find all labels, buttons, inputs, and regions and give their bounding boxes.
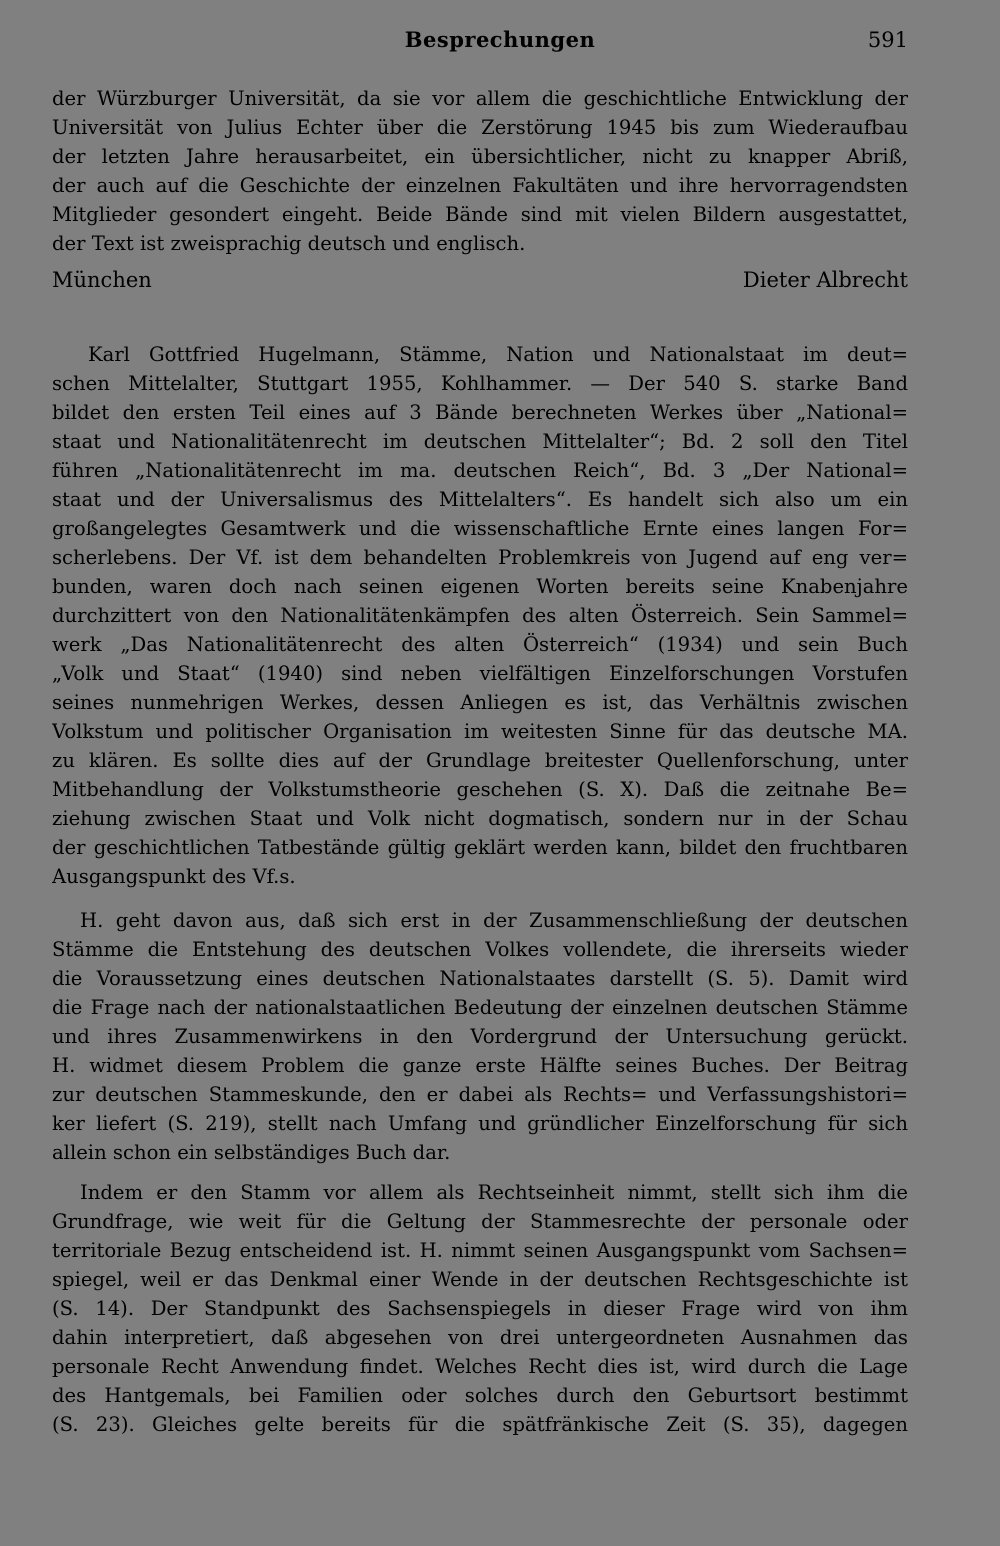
text-line: die Frage nach der nationalstaatlichen Bedeutung der einzelnen deutschen Stämme xyxy=(52,996,908,1019)
text-line: dahin interpretiert, daß abgesehen von drei untergeordneten Ausnahmen das xyxy=(52,1326,908,1349)
text-line: ker liefert (S. 219), stellt nach Umfang und gründlicher Einzelforschung für sich xyxy=(52,1112,908,1135)
text-line: Karl Gottfried Hugelmann, Stämme, Nation und Nationalstaat im deut= xyxy=(88,343,908,366)
text-line: staat und der Universalismus des Mittelalters“. Es handelt sich also um ein xyxy=(52,488,908,511)
text-line: H. widmet diesem Problem die ganze erste Hälfte seines Buches. Der Beitrag xyxy=(52,1054,908,1077)
text-line: (S. 23). Gleiches gelte bereits für die spätfränkische Zeit (S. 35), dagegen xyxy=(52,1413,908,1436)
text-line: werk „Das Nationalitätenrecht des alten Österreich“ (1934) und sein Buch xyxy=(52,633,908,656)
text-line: Mitbehandlung der Volkstumstheorie geschehen (S. X). Daß die zeitnahe Be= xyxy=(52,778,908,801)
text-line: spiegel, weil er das Denkmal einer Wende in der deutschen Rechtsgeschichte ist xyxy=(52,1268,908,1291)
signature-place: München xyxy=(52,268,152,292)
review-paragraph xyxy=(52,340,908,891)
text-line: der Text ist zweisprachig deutsch und englisch. xyxy=(52,232,526,255)
text-line: Mitglieder gesondert eingeht. Beide Bände sind mit vielen Bildern ausgestattet, xyxy=(52,203,908,226)
text-line: „Volk und Staat“ (1940) sind neben vielfältigen Einzelforschungen Vorstufen xyxy=(52,662,908,685)
text-line: Volkstum und politischer Organisation im weitesten Sinne für das deutsche MA. xyxy=(52,720,908,743)
text-line: bildet den ersten Teil eines auf 3 Bände berechneten Werkes über „National= xyxy=(52,401,908,424)
text-line: Ausgangspunkt des Vf.s. xyxy=(52,865,296,888)
review-paragraph xyxy=(52,1178,908,1439)
running-title: Besprechungen xyxy=(404,27,596,52)
text-line: Universität von Julius Echter über die Zerstörung 1945 bis zum Wiederaufbau xyxy=(52,116,908,139)
text-line: schen Mittelalter, Stuttgart 1955, Kohlhammer. — Der 540 S. starke Band xyxy=(52,372,908,395)
text-line: H. geht davon aus, daß sich erst in der Zusammenschließung der deutschen xyxy=(80,909,908,932)
text-line: zur deutschen Stammeskunde, den er dabei als Rechts= und Verfassungshistori= xyxy=(52,1083,908,1106)
text-line: die Voraussetzung eines deutschen Nationalstaates darstellt (S. 5). Damit wird xyxy=(52,967,908,990)
text-line: allein schon ein selbständiges Buch dar. xyxy=(52,1141,451,1164)
text-line: des Hantgemals, bei Familien oder solches durch den Geburtsort bestimmt xyxy=(52,1384,908,1407)
review-signature xyxy=(52,264,908,296)
text-line: scherlebens. Der Vf. ist dem behandelten Problemkreis von Jugend auf eng ver= xyxy=(52,546,908,569)
running-head xyxy=(0,22,1000,58)
text-line: und ihres Zusammenwirkens in den Vordergrund der Untersuchung gerückt. xyxy=(52,1025,908,1048)
text-line: territoriale Bezug entscheidend ist. H. nimmt seinen Ausgangspunkt vom Sachsen= xyxy=(52,1239,908,1262)
text-line: Indem er den Stamm vor allem als Rechtseinheit nimmt, stellt sich ihm die xyxy=(80,1181,908,1204)
text-line: der Würzburger Universität, da sie vor allem die geschichtliche Entwicklung der xyxy=(52,87,908,110)
review-paragraph xyxy=(52,906,908,1167)
text-line: zu klären. Es sollte dies auf der Grundlage breitester Quellenforschung, unter xyxy=(52,749,908,772)
text-line: ziehung zwischen Staat und Volk nicht dogmatisch, sondern nur in der Schau xyxy=(52,807,908,830)
text-line: der letzten Jahre herausarbeitet, ein übersichtlicher, nicht zu knapper Abriß, xyxy=(52,145,908,168)
text-line: personale Recht Anwendung findet. Welches Recht dies ist, wird durch die Lage xyxy=(52,1355,908,1378)
text-line: Grundfrage, wie weit für die Geltung der Stammesrechte der personale oder xyxy=(52,1210,908,1233)
signature-author: Dieter Albrecht xyxy=(742,268,908,292)
text-line: führen „Nationalitätenrecht im ma. deutschen Reich“, Bd. 3 „Der National= xyxy=(52,459,908,482)
page-number: 591 xyxy=(867,28,908,52)
text-line: durchzittert von den Nationalitätenkämpfen des alten Österreich. Sein Sammel= xyxy=(52,604,908,627)
text-line: bunden, waren doch nach seinen eigenen Worten bereits seine Knabenjahre xyxy=(52,575,908,598)
text-line: staat und Nationalitätenrecht im deutschen Mittelalter“; Bd. 2 soll den Titel xyxy=(52,430,908,453)
text-line: (S. 14). Der Standpunkt des Sachsenspiegels in dieser Frage wird von ihm xyxy=(52,1297,908,1320)
text-line: großangelegtes Gesamtwerk und die wissenschaftliche Ernte eines langen For= xyxy=(52,517,908,540)
text-line: der auch auf die Geschichte der einzelnen Fakultäten und ihre hervorragendsten xyxy=(52,174,908,197)
text-line: der geschichtlichen Tatbestände gültig geklärt werden kann, bildet den fruchtbaren xyxy=(52,836,908,859)
text-line: Stämme die Entstehung des deutschen Volkes vollendete, die ihrerseits wieder xyxy=(52,938,908,961)
text-line: seines nunmehrigen Werkes, dessen Anliegen es ist, das Verhältnis zwischen xyxy=(52,691,908,714)
previous-review-ending xyxy=(52,84,908,258)
